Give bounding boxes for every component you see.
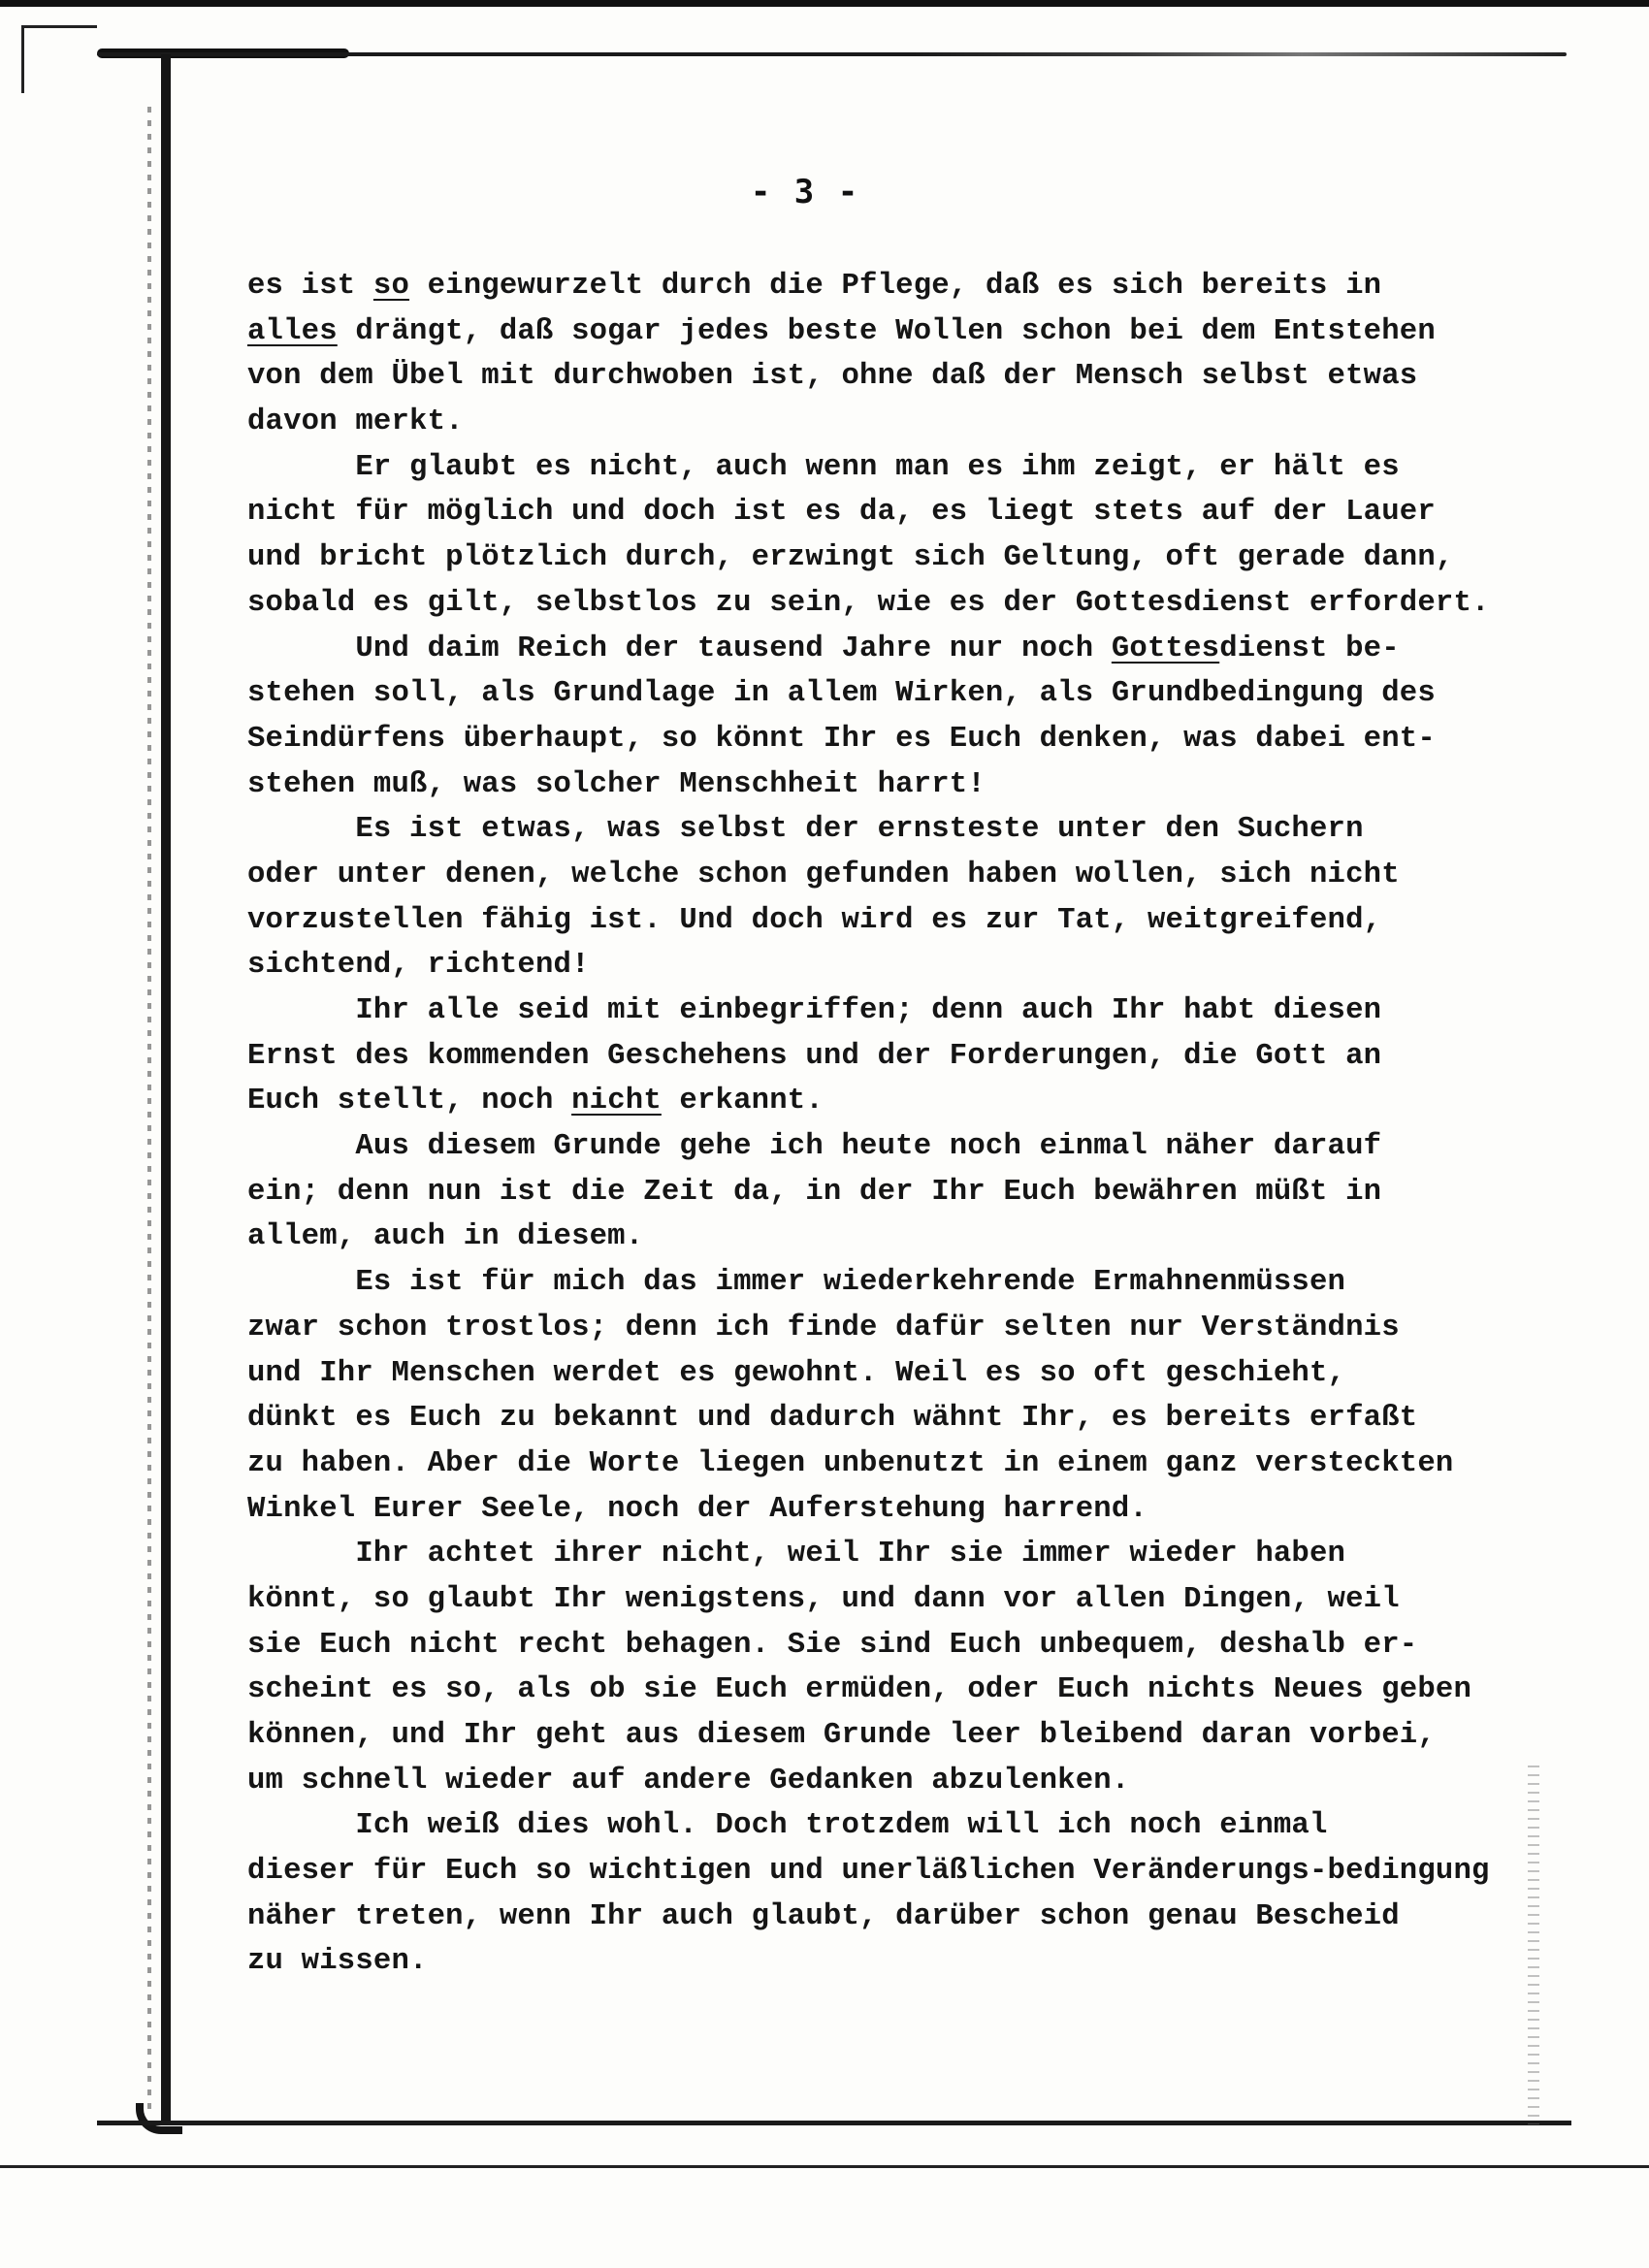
text-line bbox=[247, 264, 1547, 309]
text-segment: Ernst des kommenden Geschehens und der Forderungen, die Gott an bbox=[247, 1039, 1382, 1073]
text-segment: können, und Ihr geht aus diesem Grunde leer bleibend daran vorbei, bbox=[247, 1719, 1436, 1752]
underlined-word: so bbox=[372, 270, 410, 303]
text-segment: nicht für möglich und doch ist es da, es liegt stets auf der Lauer bbox=[247, 496, 1436, 530]
text-segment: stehen muß, was solcher Menschheit harrt! bbox=[247, 767, 986, 801]
text-segment: eingewurzelt durch die Pflege, daß es sich bereits in bbox=[409, 270, 1382, 303]
text-line bbox=[247, 1396, 1547, 1442]
frame-top-edge bbox=[97, 52, 1567, 56]
scan-top-edge bbox=[0, 0, 1649, 7]
text-segment: oder unter denen, welche schon gefunden haben wollen, sich nicht bbox=[247, 858, 1400, 891]
scan-corner-mark-vertical bbox=[21, 25, 24, 93]
text-line bbox=[247, 762, 1547, 808]
scan-bottom-edge bbox=[0, 2165, 1649, 2168]
text-segment: Ihr alle seid mit einbegriffen; denn auch Ihr habt diesen bbox=[247, 994, 1382, 1027]
text-segment: dienst be- bbox=[1219, 632, 1400, 665]
text-segment: Euch stellt, noch bbox=[247, 1085, 572, 1118]
text-line bbox=[247, 807, 1547, 853]
text-line bbox=[247, 581, 1547, 627]
text-segment: vorzustellen fähig ist. Und doch wird es zur Tat, weitgreifend, bbox=[247, 903, 1382, 937]
text-line bbox=[247, 1351, 1547, 1397]
text-segment: könnt, so glaubt Ihr wenigstens, und dann vor allen Dingen, weil bbox=[247, 1582, 1400, 1616]
text-line bbox=[247, 1260, 1547, 1306]
text-line bbox=[247, 853, 1547, 898]
text-line bbox=[247, 400, 1547, 445]
text-line bbox=[247, 1124, 1547, 1170]
text-segment: drängt, daß sogar jedes beste Wollen schon bei dem Entstehen bbox=[337, 314, 1436, 348]
text-segment: dünkt es Euch zu bekannt und dadurch wähnt Ihr, es bereits erfaßt bbox=[247, 1402, 1418, 1436]
text-segment: scheint es so, als ob sie Euch ermüden, oder Euch nichts Neues geben bbox=[247, 1673, 1472, 1707]
text-line bbox=[247, 898, 1547, 944]
frame-bottom-curl bbox=[136, 2103, 182, 2134]
text-line bbox=[247, 1577, 1547, 1623]
text-segment: allem, auch in diesem. bbox=[247, 1220, 644, 1254]
page-number: - 3 - bbox=[750, 173, 860, 211]
text-segment: Aus diesem Grunde gehe ich heute noch einmal näher darauf bbox=[247, 1130, 1382, 1164]
text-segment: zwar schon trostlos; denn ich finde dafür selten nur Verständnis bbox=[247, 1311, 1400, 1345]
text-line bbox=[247, 988, 1547, 1034]
text-line bbox=[247, 717, 1547, 762]
text-line bbox=[247, 1623, 1547, 1669]
text-segment: sie Euch nicht recht behagen. Sie sind Euch unbequem, deshalb er- bbox=[247, 1628, 1418, 1662]
text-line bbox=[247, 445, 1547, 491]
text-line bbox=[247, 490, 1547, 535]
text-segment: dieser für Euch so wichtigen und unerläßlichen Veränderungs-bedingung bbox=[247, 1855, 1490, 1889]
text-line bbox=[247, 354, 1547, 400]
text-line bbox=[247, 1532, 1547, 1577]
text-line bbox=[247, 1079, 1547, 1124]
text-segment: ein; denn nun ist die Zeit da, in der Ihr Euch bewähren müßt in bbox=[247, 1175, 1382, 1209]
text-segment: von dem Übel mit durchwoben ist, ohne daß der Mensch selbst etwas bbox=[247, 360, 1418, 394]
paragraph bbox=[247, 1532, 1547, 1803]
paragraph bbox=[247, 264, 1547, 445]
text-segment: Ihr achtet ihrer nicht, weil Ihr sie immer wieder haben bbox=[247, 1538, 1346, 1571]
text-line bbox=[247, 1895, 1547, 1940]
text-line bbox=[247, 1668, 1547, 1713]
text-line bbox=[247, 1759, 1547, 1804]
text-line bbox=[247, 1442, 1547, 1487]
text-segment: Er glaubt es nicht, auch wenn man es ihm zeigt, er hält es bbox=[247, 450, 1400, 484]
paragraph bbox=[247, 445, 1547, 627]
underlined-word: alles bbox=[247, 314, 338, 348]
text-segment: Ich weiß dies wohl. Doch trotzdem will ich noch einmal bbox=[247, 1809, 1328, 1843]
text-line bbox=[247, 1803, 1547, 1849]
text-segment: Und daim Reich der tausend Jahre nur noch bbox=[247, 632, 1112, 665]
text-segment: erkannt. bbox=[661, 1085, 824, 1118]
text-line bbox=[247, 1713, 1547, 1759]
text-segment: Seindürfens überhaupt, so könnt Ihr es Euch denken, was dabei ent- bbox=[247, 722, 1436, 756]
paragraph bbox=[247, 807, 1547, 988]
text-line bbox=[247, 1215, 1547, 1260]
scan-corner-mark bbox=[21, 25, 97, 28]
paragraph bbox=[247, 988, 1547, 1124]
text-line bbox=[247, 943, 1547, 988]
paragraph bbox=[247, 1803, 1547, 1985]
text-line bbox=[247, 627, 1547, 672]
text-line bbox=[247, 1849, 1547, 1895]
text-line bbox=[247, 1034, 1547, 1080]
text-segment: und Ihr Menschen werdet es gewohnt. Weil es so oft geschieht, bbox=[247, 1356, 1346, 1390]
underlined-word: Gottes bbox=[1111, 632, 1220, 665]
binding-shadow bbox=[147, 107, 151, 2115]
text-line bbox=[247, 1939, 1547, 1985]
text-segment: zu haben. Aber die Worte liegen unbenutzt in einem ganz versteckten bbox=[247, 1446, 1454, 1480]
text-segment: Es ist für mich das immer wiederkehrende Ermahnenmüssen bbox=[247, 1266, 1346, 1300]
text-line bbox=[247, 1306, 1547, 1351]
text-segment: näher treten, wenn Ihr auch glaubt, darüber schon genau Bescheid bbox=[247, 1899, 1400, 1933]
text-segment: davon merkt. bbox=[247, 405, 464, 439]
text-segment: sichtend, richtend! bbox=[247, 949, 590, 983]
text-segment: stehen soll, als Grundlage in allem Wirken, als Grundbedingung des bbox=[247, 677, 1436, 711]
body-text bbox=[247, 264, 1547, 1985]
paragraph bbox=[247, 1260, 1547, 1532]
text-segment: Winkel Eurer Seele, noch der Auferstehung harrend. bbox=[247, 1492, 1148, 1526]
text-segment: sobald es gilt, selbstlos zu sein, wie es der Gottesdienst erfordert. bbox=[247, 586, 1490, 620]
text-line bbox=[247, 671, 1547, 717]
text-line bbox=[247, 1170, 1547, 1215]
frame-left-edge bbox=[161, 54, 171, 2125]
frame-bottom-edge bbox=[97, 2121, 1571, 2125]
text-line bbox=[247, 1487, 1547, 1533]
text-segment: um schnell wieder auf andere Gedanken abzulenken. bbox=[247, 1764, 1130, 1798]
paragraph bbox=[247, 627, 1547, 808]
text-segment: Es ist etwas, was selbst der ernsteste unter den Suchern bbox=[247, 813, 1364, 847]
text-segment: es ist bbox=[247, 270, 373, 303]
text-line bbox=[247, 309, 1547, 355]
paragraph bbox=[247, 1124, 1547, 1260]
text-line bbox=[247, 535, 1547, 581]
text-segment: und bricht plötzlich durch, erzwingt sich Geltung, oft gerade dann, bbox=[247, 541, 1454, 575]
text-segment: zu wissen. bbox=[247, 1945, 428, 1979]
underlined-word: nicht bbox=[571, 1085, 662, 1118]
